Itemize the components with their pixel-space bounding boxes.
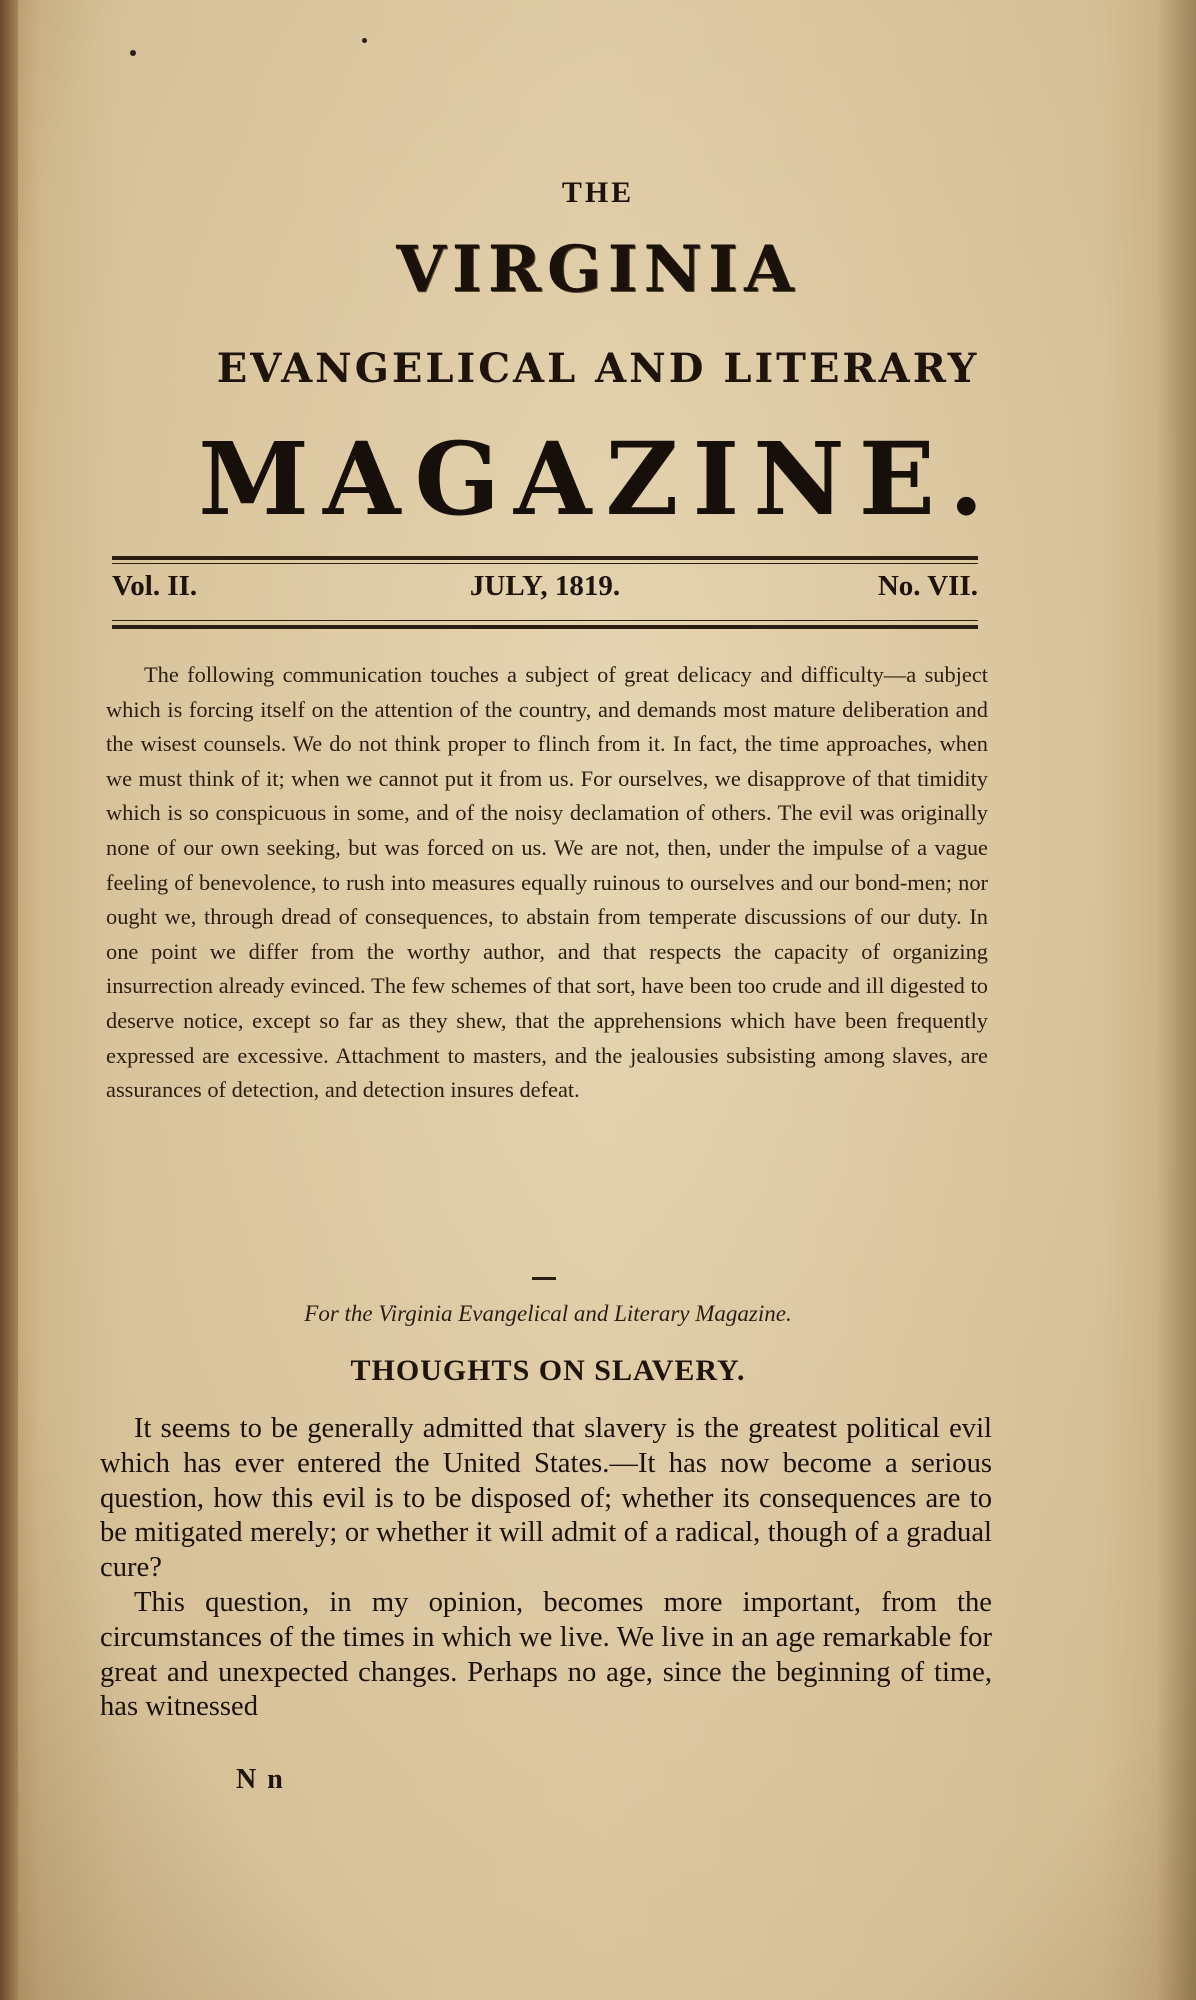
masthead-rule-top-thick <box>112 556 978 560</box>
issue-info-row <box>112 570 978 610</box>
article-source-line: For the Virginia Evangelical and Literary Magazine. <box>304 1301 792 1326</box>
masthead-evangelical-literary: EVANGELICAL AND LITERARY <box>216 345 980 392</box>
masthead-rule-top-thin <box>112 563 978 564</box>
issue-number: No. VII. <box>877 570 978 602</box>
intro-paragraph: The following communication touches a subject of great delicacy and difficulty—a subject which is forcing itself on the attention of the country, and demands most mature deliberation and the wisest counsels. We do not think proper to flinch from it. In fact, the time approaches, when we must think of it; when we cannot put it from us. For ourselves, we disapprove of that timidity which is so conspicuous in some, and of the noisy declamation of others. The evil was originally none of our own seeking, but was forced on us. We are not, then, under the impulse of a vague feeling of benevolence, to rush into measures equally ruinous to ourselves and our bond-men; nor ought we, through dread of consequences, to abstain from temperate discussions of our duty. In one point we differ from the worthy author, and that respects the capacity of organizing insurrection already evinced. The few schemes of that sort, have been too crude and ill digested to deserve notice, except so far as they shew, that the apprehensions which have been frequently expressed are excessive. Attachment to masters, and the jealousies subsisting among slaves, are assurances of detection, and detection insures defeat. <box>106 662 988 1103</box>
printer-signature-mark: N n <box>236 1764 285 1795</box>
ink-speck <box>130 50 136 56</box>
masthead-rule-bottom-thin <box>112 620 978 621</box>
section-divider <box>532 1277 556 1280</box>
masthead-virginia: VIRGINIA <box>396 232 800 307</box>
article-paragraph-2: This question, in my opinion, becomes more important, from the circumstances of the times in which we live. We live in an age remarkable for great and unexpected changes. Perhaps no age, since the beginning of time, has witnessed <box>100 1586 992 1723</box>
issue-date: JULY, 1819. <box>469 570 621 602</box>
article-paragraph-1: It seems to be generally admitted that slavery is the greatest political evil which has ever entered the United States.—It has now become a serious question, how this evil is to be disposed of; whether its consequences are to be mitigated merely; or whether it will admit of a radical, though of a gradual cure? <box>100 1413 992 1584</box>
masthead-rule-bottom-thick <box>112 625 978 629</box>
masthead-magazine: MAGAZINE. <box>198 420 998 538</box>
masthead-the: THE <box>561 176 635 209</box>
ink-speck <box>362 38 367 43</box>
volume-number: Vol. II. <box>112 570 198 602</box>
article-body <box>100 1412 992 1725</box>
article-title: THOUGHTS ON SLAVERY. <box>350 1354 746 1387</box>
editorial-introduction <box>106 658 988 1108</box>
